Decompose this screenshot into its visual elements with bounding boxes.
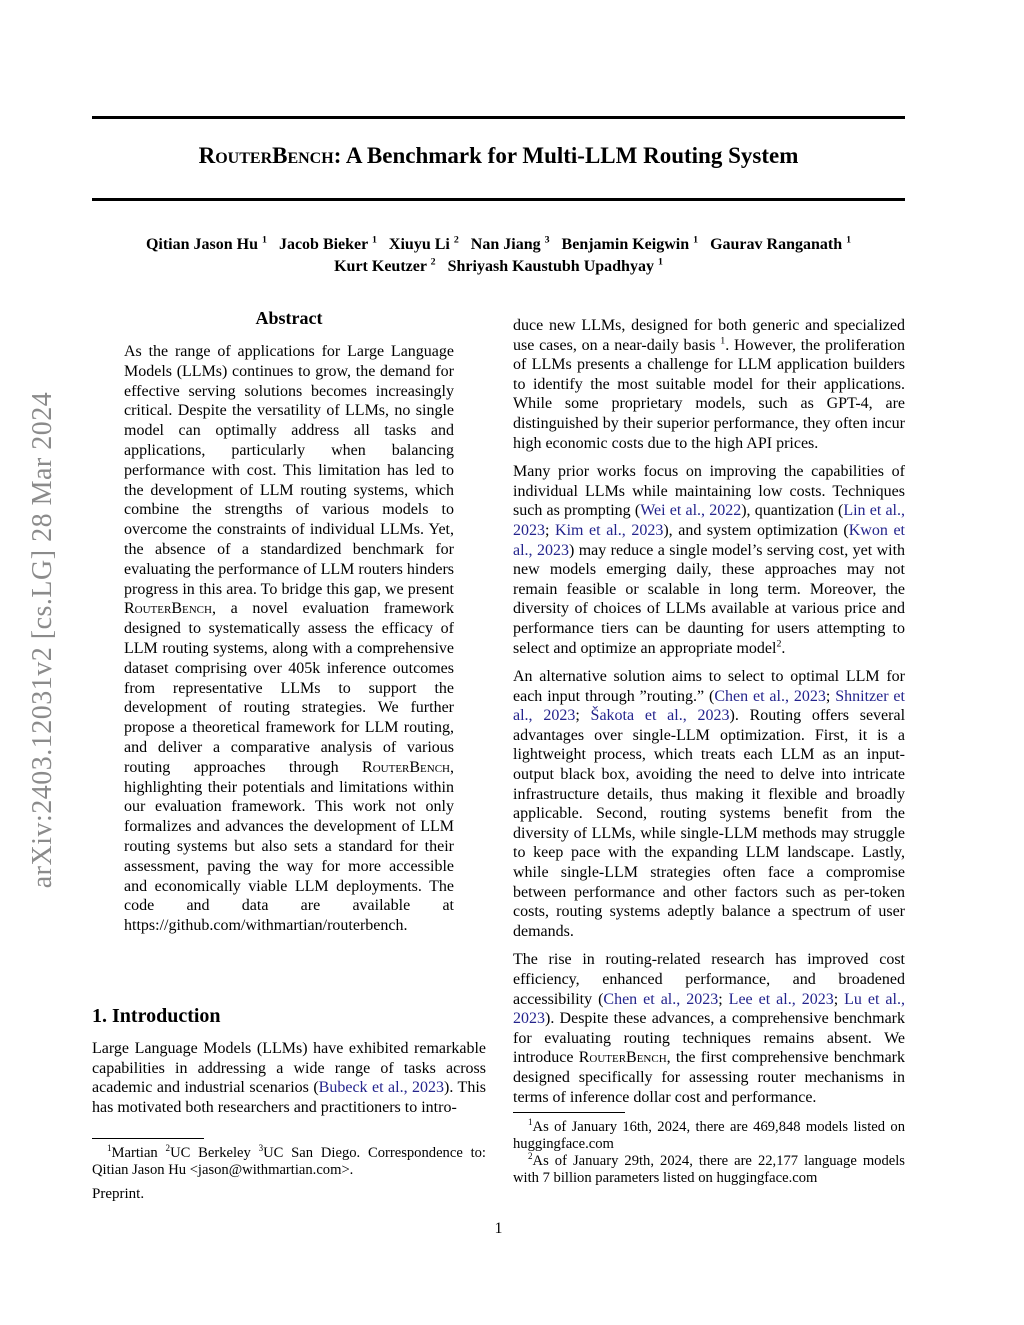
text-segment: ; bbox=[825, 687, 836, 705]
citation-link[interactable]: Chen et al., 2023 bbox=[603, 990, 719, 1008]
text-segment: Xiuyu Li bbox=[376, 236, 454, 253]
body-paragraph-3 bbox=[513, 667, 905, 941]
footnote-marker: 1 bbox=[720, 335, 726, 347]
text-segment: UC Berkeley bbox=[170, 1145, 259, 1161]
footnote-marker: 1 bbox=[528, 1117, 533, 1128]
right-column bbox=[513, 308, 905, 1325]
text-segment: Large Language Models (LLMs) have exhibited remarkable capabilities in addressing a wide range of tasks across academic and industrial scenarios ( bbox=[92, 1040, 486, 1097]
text-segment: Benjamin Keigwin bbox=[549, 236, 694, 253]
footnote-marker: 2 bbox=[453, 234, 459, 246]
text-segment: : A Benchmark for Multi-LLM Routing System bbox=[333, 143, 799, 168]
footnote-marker: 2 bbox=[165, 1143, 171, 1154]
citation-link[interactable]: Chen et al., 2023 bbox=[714, 687, 826, 705]
footnote-marker: 3 bbox=[258, 1143, 264, 1154]
text-segment: ; bbox=[833, 990, 845, 1008]
body-paragraph-4 bbox=[513, 950, 905, 1107]
text-segment: , a novel evaluation framework designed to systematically assess the efficacy of LLM routing systems, along with a comprehensive dataset comprising over 405k inference outcomes from representative LLMs to support the development of routing strategies. We further propose a theoretical framework for LLM routing, and deliver a comparative analysis of various routing approaches through bbox=[124, 600, 454, 776]
footnote-marker: 1 bbox=[371, 234, 377, 246]
author-block bbox=[92, 234, 905, 278]
page-number: 1 bbox=[494, 1220, 503, 1237]
text-segment: An alternative solution aims to select to optimal LLM for each input through ”routing.” ( bbox=[513, 668, 905, 705]
text-segment: ; bbox=[718, 990, 729, 1008]
text-segment: Qitian Jason Hu bbox=[145, 236, 262, 253]
author-line-1 bbox=[92, 234, 905, 256]
text-segment: ). Routing offers several advantages over single-LLM optimization. First, it is a lightweight process, which treats each LLM as an input-output black box, avoiding the need to delve into intricate infrastructure details, thus making it flexible and broadly applicable. Second, routing systems benefit from the diversity of LLMs, while single-LLM methods may struggle to keep pace with the expanding LLM landscape. Lastly, while single-LLM strategies often face a compromise between performance and other factors such as per-token costs, routing systems adeptly balance a spectrum of user demands. bbox=[513, 707, 906, 940]
text-segment: . bbox=[403, 917, 408, 935]
left-column bbox=[92, 308, 486, 1325]
title-rule-bottom bbox=[92, 198, 905, 201]
text-segment: , the first comprehensive benchmark designed specifically for assessing router mechanisms in terms of inference dollar cost and performance. bbox=[513, 1049, 906, 1106]
citation-link[interactable]: Lin et al., 2023 bbox=[513, 502, 906, 539]
footnote-marker: 3 bbox=[544, 234, 550, 246]
text-segment: The rise in routing-related research has improved cost efficiency, enhanced performance, and broadened accessibility ( bbox=[513, 951, 905, 1008]
text-segment: UC San Diego. Correspondence to: Qitian Jason Hu <jason@withmartian.com>. bbox=[92, 1145, 486, 1178]
citation-link[interactable]: Kwon et al., 2023 bbox=[513, 521, 905, 559]
section-heading-introduction: 1. Introduction bbox=[92, 1005, 221, 1027]
text-segment: Shriyash Kaustubh Upadhyay bbox=[435, 258, 658, 275]
footnote-marker: 2 bbox=[528, 1151, 533, 1162]
text-segment: RouterBench bbox=[198, 143, 334, 168]
footnote-marker: 1 bbox=[693, 234, 699, 246]
text-segment: , highlighting their potentials and limitations within our evaluation framework. This work not only formalizes and advances the development of LLM routing systems but also sets a standard for their assessment, paving the way for more accessible and economically viable LLM deployments. The code and data are available at bbox=[124, 758, 454, 915]
citation-link[interactable]: Wei et al., 2022 bbox=[640, 502, 742, 520]
text-segment: ), and system optimization ( bbox=[663, 521, 849, 539]
footnote-marker: 1 bbox=[657, 256, 663, 268]
text-segment: RouterBench bbox=[124, 600, 212, 618]
text-segment: . bbox=[781, 639, 786, 657]
text-segment: As the range of applications for Large Language Models (LLMs) continues to grow, the demand for effective serving solutions becomes increasingly critical. Despite the versatility of LLMs, no single model can optimally address all tasks and applications, particularly when balancing performance with cost. This limitation has led to the development of LLM routing systems, which combine the strengths of various models to overcome the constraints of individual LLMs. Yet, the absence of a standardized benchmark for evaluating the performance of LLM routers hinders progress in this area. To bridge this gap, we present bbox=[124, 343, 454, 598]
citation-link[interactable]: Lu et al., 2023 bbox=[513, 990, 905, 1028]
text-segment: ). Despite these advances, a comprehensive benchmark for evaluating routing techniques remains absent. We introduce bbox=[513, 1010, 905, 1067]
affiliation-footnote bbox=[92, 1145, 486, 1179]
abstract-text bbox=[124, 342, 454, 936]
footnote-marker: 1 bbox=[261, 234, 267, 246]
footnote-rule-right bbox=[513, 1112, 625, 1113]
text-segment: Martian bbox=[111, 1145, 166, 1161]
text-segment: duce new LLMs, designed for both generic and specialized use cases, on a near-daily basis bbox=[513, 317, 905, 354]
text-segment: ; bbox=[575, 707, 591, 725]
footnote-marker: 2 bbox=[430, 256, 436, 268]
body-paragraph-1 bbox=[513, 316, 905, 453]
text-segment: ). This has motivated both researchers and practitioners to intro- bbox=[92, 1079, 486, 1116]
title-rule-top bbox=[92, 116, 905, 119]
footnote-1 bbox=[513, 1119, 905, 1153]
text-segment: RouterBench bbox=[362, 758, 450, 776]
footnote-rule-left bbox=[92, 1138, 204, 1139]
text-segment: Gaurav Ranganath bbox=[698, 236, 847, 253]
arxiv-watermark: arXiv:2403.12031v2 [cs.LG] 28 Mar 2024 bbox=[27, 391, 58, 889]
text-segment: ), quantization ( bbox=[741, 502, 844, 520]
paper-title bbox=[92, 143, 905, 169]
text-segment: As of January 16th, 2024, there are 469,848 models listed on huggingface.com bbox=[513, 1119, 905, 1152]
preprint-note: Preprint. bbox=[92, 1186, 145, 1202]
text-segment: Nan Jiang bbox=[458, 236, 545, 253]
text-segment: Jacob Bieker bbox=[266, 236, 372, 253]
citation-link[interactable]: Bubeck et al., 2023 bbox=[318, 1079, 445, 1097]
citation-link[interactable]: Kim et al., 2023 bbox=[555, 521, 664, 539]
text-segment: . However, the proliferation of LLMs presents a challenge for LLM application builders to identify the most suitable model for their applications. While some proprietary models, such as GPT-4, are distinguished by their superior performance, they often incur high economic costs due to the high API prices. bbox=[513, 336, 906, 452]
citation-link[interactable]: Šakota et al., 2023 bbox=[590, 707, 730, 725]
text-segment: Many prior works focus on improving the capabilities of individual LLMs while maintaining low costs. Techniques such as prompting ( bbox=[513, 463, 905, 520]
text-segment: RouterBench bbox=[578, 1049, 667, 1067]
footnote-marker: 2 bbox=[776, 638, 782, 650]
text-segment: As of January 29th, 2024, there are 22,177 language models with 7 billion parameters listed on huggingface.com bbox=[513, 1153, 905, 1186]
text-segment: Kurt Keutzer bbox=[334, 258, 431, 275]
citation-link[interactable]: Lee et al., 2023 bbox=[728, 990, 834, 1008]
citation-link[interactable]: Shnitzer et al., 2023 bbox=[513, 687, 905, 725]
text-segment: ; bbox=[545, 521, 556, 539]
footnote-marker: 1 bbox=[846, 234, 852, 246]
abstract-heading: Abstract bbox=[255, 308, 323, 328]
introduction-paragraph bbox=[92, 1039, 486, 1117]
footnote-marker: 1 bbox=[107, 1143, 112, 1154]
external-link[interactable]: https://github.com/withmartian/routerbench bbox=[124, 917, 404, 935]
body-paragraph-2 bbox=[513, 462, 905, 658]
text-segment: ) may reduce a single model’s serving cost, yet with new models emerging daily, these approaches may not remain feasible or scalable in long term. Moreover, the diversity of choices of LLMs available at various price and performance tiers can be daunting for users attempting to select and optimize an appropriate model bbox=[513, 541, 906, 657]
footnote-2 bbox=[513, 1153, 905, 1187]
author-line-2 bbox=[92, 256, 905, 278]
